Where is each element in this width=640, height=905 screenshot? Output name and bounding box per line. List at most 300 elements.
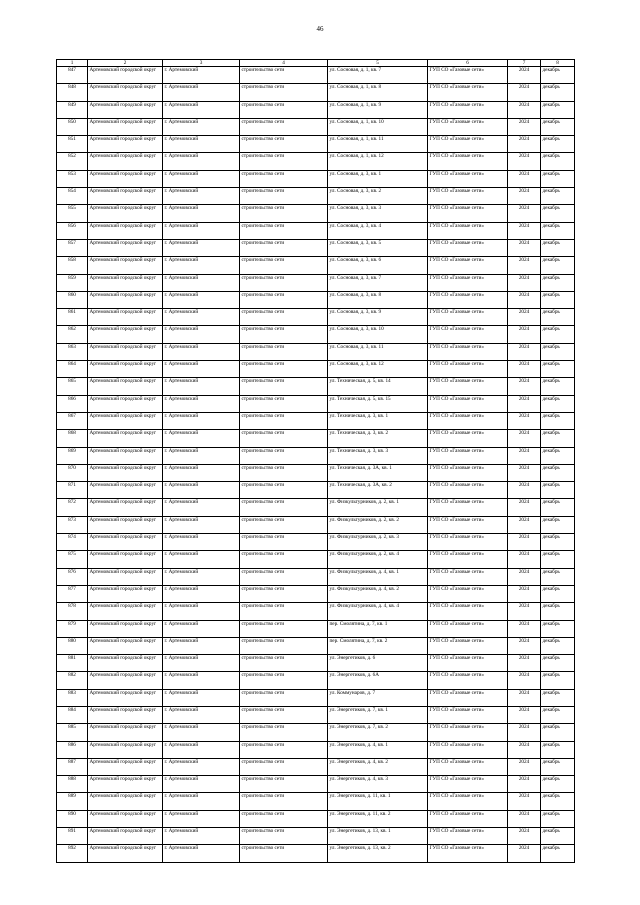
year-cell: 2024 (508, 620, 541, 637)
year-cell: 2024 (508, 430, 541, 447)
organization-cell: ГУП СО «Газовые сети» (428, 430, 508, 447)
district-cell: Артемовский городской округ (88, 101, 163, 118)
year-cell: 2024 (508, 706, 541, 723)
work-type-cell: строительство сети (240, 118, 328, 135)
row-number-cell: 855 (57, 205, 88, 222)
district-cell: Артемовский городской округ (88, 447, 163, 464)
locality-cell: г. Артемовский (163, 84, 240, 101)
district-cell: Артемовский городской округ (88, 84, 163, 101)
work-type-cell: строительство сети (240, 793, 328, 810)
address-cell: ул. Сосновая, д. 3, кв. 10 (328, 326, 428, 343)
address-cell: ул. Энергетиков, д. 6А (328, 672, 428, 689)
district-cell: Артемовский городской округ (88, 499, 163, 516)
month-cell: декабрь (541, 793, 575, 810)
organization-cell: ГУП СО «Газовые сети» (428, 620, 508, 637)
month-cell: декабрь (541, 361, 575, 378)
work-type-cell: строительство сети (240, 101, 328, 118)
work-type-cell: строительство сети (240, 551, 328, 568)
month-cell: декабрь (541, 395, 575, 412)
column-header-2: 2 (88, 60, 163, 67)
locality-cell: г. Артемовский (163, 568, 240, 585)
district-cell: Артемовский городской округ (88, 706, 163, 723)
row-number-cell: 854 (57, 188, 88, 205)
month-cell: декабрь (541, 516, 575, 533)
address-cell: ул. Сосновая, д. 3, кв. 7 (328, 274, 428, 291)
row-number-cell: 862 (57, 326, 88, 343)
month-cell: декабрь (541, 620, 575, 637)
address-cell: ул. Сосновая, д. 1, кв. 9 (328, 101, 428, 118)
district-cell: Артемовский городской округ (88, 585, 163, 602)
organization-cell: ГУП СО «Газовые сети» (428, 758, 508, 775)
locality-cell: г. Артемовский (163, 136, 240, 153)
table-row (57, 689, 575, 706)
year-cell: 2024 (508, 84, 541, 101)
work-type-cell: строительство сети (240, 274, 328, 291)
table-row (57, 274, 575, 291)
locality-cell: г. Артемовский (163, 257, 240, 274)
locality-cell: г. Артемовский (163, 724, 240, 741)
organization-cell: ГУП СО «Газовые сети» (428, 84, 508, 101)
locality-cell: г. Артемовский (163, 101, 240, 118)
year-cell: 2024 (508, 585, 541, 602)
locality-cell: г. Артемовский (163, 637, 240, 654)
row-number-cell: 892 (57, 845, 88, 862)
table-row (57, 585, 575, 602)
month-cell: декабрь (541, 84, 575, 101)
table-row (57, 395, 575, 412)
month-cell: декабрь (541, 222, 575, 239)
month-cell: декабрь (541, 239, 575, 256)
work-type-cell: строительство сети (240, 222, 328, 239)
table-row (57, 603, 575, 620)
year-cell: 2024 (508, 136, 541, 153)
district-cell: Артемовский городской округ (88, 136, 163, 153)
organization-cell: ГУП СО «Газовые сети» (428, 689, 508, 706)
address-cell: ул. Сосновая, д. 3, кв. 9 (328, 309, 428, 326)
address-cell: ул. Техническая, д. 5, кв. 15 (328, 395, 428, 412)
organization-cell: ГУП СО «Газовые сети» (428, 637, 508, 654)
work-type-cell: строительство сети (240, 257, 328, 274)
locality-cell: г. Артемовский (163, 845, 240, 862)
year-cell: 2024 (508, 170, 541, 187)
year-cell: 2024 (508, 828, 541, 845)
work-type-cell: строительство сети (240, 205, 328, 222)
row-number-cell: 847 (57, 67, 88, 84)
work-type-cell: строительство сети (240, 482, 328, 499)
table-row (57, 118, 575, 135)
work-type-cell: строительство сети (240, 84, 328, 101)
organization-cell: ГУП СО «Газовые сети» (428, 188, 508, 205)
row-number-cell: 881 (57, 655, 88, 672)
year-cell: 2024 (508, 274, 541, 291)
locality-cell: г. Артемовский (163, 516, 240, 533)
work-type-cell: строительство сети (240, 845, 328, 862)
work-type-cell: строительство сети (240, 499, 328, 516)
organization-cell: ГУП СО «Газовые сети» (428, 724, 508, 741)
locality-cell: г. Артемовский (163, 378, 240, 395)
table-row (57, 67, 575, 84)
work-type-cell: строительство сети (240, 724, 328, 741)
district-cell: Артемовский городской округ (88, 188, 163, 205)
district-cell: Артемовский городской округ (88, 378, 163, 395)
organization-cell: ГУП СО «Газовые сети» (428, 67, 508, 84)
row-number-cell: 871 (57, 482, 88, 499)
year-cell: 2024 (508, 412, 541, 429)
district-cell: Артемовский городской округ (88, 430, 163, 447)
address-cell: ул. Техническая, д. 5, кв. 14 (328, 378, 428, 395)
row-number-cell: 891 (57, 828, 88, 845)
row-number-cell: 888 (57, 776, 88, 793)
table-row (57, 170, 575, 187)
table-row (57, 222, 575, 239)
district-cell: Артемовский городской округ (88, 222, 163, 239)
organization-cell: ГУП СО «Газовые сети» (428, 118, 508, 135)
year-cell: 2024 (508, 776, 541, 793)
table-row (57, 447, 575, 464)
district-cell: Артемовский городской округ (88, 655, 163, 672)
address-cell: ул. Энергетиков, д. 4, кв. 3 (328, 776, 428, 793)
row-number-cell: 867 (57, 412, 88, 429)
district-cell: Артемовский городской округ (88, 637, 163, 654)
year-cell: 2024 (508, 551, 541, 568)
table-row (57, 793, 575, 810)
locality-cell: г. Артемовский (163, 291, 240, 308)
district-cell: Артемовский городской округ (88, 395, 163, 412)
address-cell: ул. Сосновая, д. 3, кв. 1 (328, 170, 428, 187)
locality-cell: г. Артемовский (163, 551, 240, 568)
address-cell: ул. Сосновая, д. 3, кв. 5 (328, 239, 428, 256)
year-cell: 2024 (508, 205, 541, 222)
district-cell: Артемовский городской округ (88, 205, 163, 222)
work-type-cell: строительство сети (240, 810, 328, 827)
year-cell: 2024 (508, 793, 541, 810)
address-cell: ул. Физкультурников, д. 2, кв. 1 (328, 499, 428, 516)
row-number-cell: 878 (57, 603, 88, 620)
work-type-cell: строительство сети (240, 447, 328, 464)
year-cell: 2024 (508, 845, 541, 862)
row-number-cell: 873 (57, 516, 88, 533)
address-cell: ул. Энергетиков, д. 6 (328, 655, 428, 672)
table-row (57, 828, 575, 845)
district-cell: Артемовский городской округ (88, 67, 163, 84)
district-cell: Артемовский городской округ (88, 291, 163, 308)
table-row (57, 326, 575, 343)
organization-cell: ГУП СО «Газовые сети» (428, 706, 508, 723)
locality-cell: г. Артемовский (163, 361, 240, 378)
work-type-cell: строительство сети (240, 828, 328, 845)
locality-cell: г. Артемовский (163, 534, 240, 551)
work-type-cell: строительство сети (240, 67, 328, 84)
month-cell: декабрь (541, 585, 575, 602)
district-cell: Артемовский городской округ (88, 776, 163, 793)
address-cell: ул. Сосновая, д. 1, кв. 7 (328, 67, 428, 84)
table-row (57, 620, 575, 637)
table-row (57, 724, 575, 741)
district-cell: Артемовский городской округ (88, 793, 163, 810)
month-cell: декабрь (541, 101, 575, 118)
row-number-cell: 870 (57, 464, 88, 481)
organization-cell: ГУП СО «Газовые сети» (428, 499, 508, 516)
year-cell: 2024 (508, 153, 541, 170)
row-number-cell: 856 (57, 222, 88, 239)
address-cell: ул. Сосновая, д. 3, кв. 4 (328, 222, 428, 239)
work-type-cell: строительство сети (240, 637, 328, 654)
row-number-cell: 886 (57, 741, 88, 758)
district-cell: Артемовский городской округ (88, 343, 163, 360)
table-row (57, 101, 575, 118)
work-type-cell: строительство сети (240, 516, 328, 533)
work-type-cell: строительство сети (240, 655, 328, 672)
table-row (57, 776, 575, 793)
month-cell: декабрь (541, 568, 575, 585)
work-type-cell: строительство сети (240, 309, 328, 326)
row-number-cell: 861 (57, 309, 88, 326)
row-number-cell: 882 (57, 672, 88, 689)
year-cell: 2024 (508, 637, 541, 654)
district-cell: Артемовский городской округ (88, 326, 163, 343)
month-cell: декабрь (541, 257, 575, 274)
address-cell: ул. Коммунаров, д. 7 (328, 689, 428, 706)
locality-cell: г. Артемовский (163, 585, 240, 602)
district-cell: Артемовский городской округ (88, 361, 163, 378)
table-row (57, 534, 575, 551)
table-row (57, 430, 575, 447)
address-cell: ул. Техническая, д. 3, кв. 2 (328, 430, 428, 447)
month-cell: декабрь (541, 291, 575, 308)
row-number-cell: 859 (57, 274, 88, 291)
row-number-cell: 864 (57, 361, 88, 378)
organization-cell: ГУП СО «Газовые сети» (428, 257, 508, 274)
organization-cell: ГУП СО «Газовые сети» (428, 447, 508, 464)
year-cell: 2024 (508, 118, 541, 135)
organization-cell: ГУП СО «Газовые сети» (428, 343, 508, 360)
row-number-cell: 890 (57, 810, 88, 827)
month-cell: декабрь (541, 741, 575, 758)
year-cell: 2024 (508, 741, 541, 758)
locality-cell: г. Артемовский (163, 343, 240, 360)
month-cell: декабрь (541, 689, 575, 706)
year-cell: 2024 (508, 810, 541, 827)
locality-cell: г. Артемовский (163, 153, 240, 170)
address-cell: ул. Техническая, д. 3, кв. 1 (328, 412, 428, 429)
year-cell: 2024 (508, 188, 541, 205)
district-cell: Артемовский городской округ (88, 689, 163, 706)
address-cell: ул. Физкультурников, д. 4, кв. 2 (328, 585, 428, 602)
organization-cell: ГУП СО «Газовые сети» (428, 828, 508, 845)
address-cell: ул. Физкультурников, д. 4, кв. 4 (328, 603, 428, 620)
row-number-cell: 860 (57, 291, 88, 308)
table-body (57, 67, 575, 863)
locality-cell: г. Артемовский (163, 309, 240, 326)
month-cell: декабрь (541, 464, 575, 481)
year-cell: 2024 (508, 343, 541, 360)
organization-cell: ГУП СО «Газовые сети» (428, 516, 508, 533)
row-number-cell: 858 (57, 257, 88, 274)
locality-cell: г. Артемовский (163, 118, 240, 135)
address-cell: ул. Физкультурников, д. 2, кв. 2 (328, 516, 428, 533)
locality-cell: г. Артемовский (163, 412, 240, 429)
year-cell: 2024 (508, 672, 541, 689)
month-cell: декабрь (541, 724, 575, 741)
year-cell: 2024 (508, 239, 541, 256)
locality-cell: г. Артемовский (163, 395, 240, 412)
table-row (57, 551, 575, 568)
row-number-cell: 849 (57, 101, 88, 118)
row-number-cell: 851 (57, 136, 88, 153)
row-number-cell: 877 (57, 585, 88, 602)
district-cell: Артемовский городской округ (88, 828, 163, 845)
work-type-cell: строительство сети (240, 136, 328, 153)
locality-cell: г. Артемовский (163, 655, 240, 672)
row-number-cell: 872 (57, 499, 88, 516)
year-cell: 2024 (508, 655, 541, 672)
column-header-8: 8 (541, 60, 575, 67)
locality-cell: г. Артемовский (163, 222, 240, 239)
address-cell: ул. Энергетиков, д. 11, кв. 1 (328, 793, 428, 810)
locality-cell: г. Артемовский (163, 188, 240, 205)
address-cell: ул. Сосновая, д. 3, кв. 8 (328, 291, 428, 308)
organization-cell: ГУП СО «Газовые сети» (428, 222, 508, 239)
organization-cell: ГУП СО «Газовые сети» (428, 845, 508, 862)
month-cell: декабрь (541, 810, 575, 827)
district-cell: Артемовский городской округ (88, 516, 163, 533)
organization-cell: ГУП СО «Газовые сети» (428, 551, 508, 568)
row-number-cell: 883 (57, 689, 88, 706)
work-type-cell: строительство сети (240, 689, 328, 706)
organization-cell: ГУП СО «Газовые сети» (428, 412, 508, 429)
organization-cell: ГУП СО «Газовые сети» (428, 741, 508, 758)
table-row (57, 706, 575, 723)
work-type-cell: строительство сети (240, 672, 328, 689)
locality-cell: г. Артемовский (163, 274, 240, 291)
month-cell: декабрь (541, 136, 575, 153)
address-cell: ул. Энергетиков, д. 4, кв. 1 (328, 741, 428, 758)
year-cell: 2024 (508, 395, 541, 412)
row-number-cell: 869 (57, 447, 88, 464)
locality-cell: г. Артемовский (163, 499, 240, 516)
locality-cell: г. Артемовский (163, 706, 240, 723)
work-type-cell: строительство сети (240, 239, 328, 256)
district-cell: Артемовский городской округ (88, 274, 163, 291)
work-type-cell: строительство сети (240, 603, 328, 620)
locality-cell: г. Артемовский (163, 810, 240, 827)
page-number: 46 (316, 25, 324, 33)
row-number-cell: 848 (57, 84, 88, 101)
column-header-1: 1 (57, 60, 88, 67)
year-cell: 2024 (508, 724, 541, 741)
district-cell: Артемовский городской округ (88, 118, 163, 135)
year-cell: 2024 (508, 326, 541, 343)
locality-cell: г. Артемовский (163, 672, 240, 689)
organization-cell: ГУП СО «Газовые сети» (428, 274, 508, 291)
row-number-cell: 863 (57, 343, 88, 360)
year-cell: 2024 (508, 222, 541, 239)
locality-cell: г. Артемовский (163, 689, 240, 706)
address-cell: ул. Сосновая, д. 3, кв. 12 (328, 361, 428, 378)
table-row (57, 205, 575, 222)
district-cell: Артемовский городской округ (88, 620, 163, 637)
district-cell: Артемовский городской округ (88, 239, 163, 256)
month-cell: декабрь (541, 326, 575, 343)
organization-cell: ГУП СО «Газовые сети» (428, 291, 508, 308)
work-type-cell: строительство сети (240, 412, 328, 429)
row-number-cell: 865 (57, 378, 88, 395)
table-row (57, 568, 575, 585)
table-row (57, 810, 575, 827)
address-cell: ул. Техническая, д. 3А, кв. 1 (328, 464, 428, 481)
address-cell: пер. Смолятина, д. 7, кв. 2 (328, 637, 428, 654)
district-cell: Артемовский городской округ (88, 568, 163, 585)
organization-cell: ГУП СО «Газовые сети» (428, 568, 508, 585)
row-number-cell: 868 (57, 430, 88, 447)
month-cell: декабрь (541, 706, 575, 723)
district-cell: Артемовский городской округ (88, 724, 163, 741)
row-number-cell: 876 (57, 568, 88, 585)
table-row (57, 741, 575, 758)
month-cell: декабрь (541, 758, 575, 775)
organization-cell: ГУП СО «Газовые сети» (428, 239, 508, 256)
table-row (57, 672, 575, 689)
gas-network-table (56, 59, 575, 863)
address-cell: ул. Энергетиков, д. 13, кв. 1 (328, 828, 428, 845)
locality-cell: г. Артемовский (163, 464, 240, 481)
year-cell: 2024 (508, 516, 541, 533)
work-type-cell: строительство сети (240, 758, 328, 775)
table-row (57, 188, 575, 205)
organization-cell: ГУП СО «Газовые сети» (428, 585, 508, 602)
address-cell: пер. Смолятина, д. 7, кв. 1 (328, 620, 428, 637)
year-cell: 2024 (508, 67, 541, 84)
year-cell: 2024 (508, 464, 541, 481)
work-type-cell: строительство сети (240, 620, 328, 637)
table-row (57, 309, 575, 326)
month-cell: декабрь (541, 378, 575, 395)
address-cell: ул. Физкультурников, д. 4, кв. 1 (328, 568, 428, 585)
organization-cell: ГУП СО «Газовые сети» (428, 378, 508, 395)
row-number-cell: 880 (57, 637, 88, 654)
district-cell: Артемовский городской округ (88, 464, 163, 481)
work-type-cell: строительство сети (240, 585, 328, 602)
address-cell: ул. Техническая, д. 3А, кв. 2 (328, 482, 428, 499)
column-header-4: 4 (240, 60, 328, 67)
row-number-cell: 887 (57, 758, 88, 775)
column-header-5: 5 (328, 60, 428, 67)
address-cell: ул. Физкультурников, д. 2, кв. 3 (328, 534, 428, 551)
month-cell: декабрь (541, 672, 575, 689)
address-cell: ул. Энергетиков, д. 7, кв. 1 (328, 706, 428, 723)
work-type-cell: строительство сети (240, 430, 328, 447)
table-row (57, 499, 575, 516)
district-cell: Артемовский городской округ (88, 153, 163, 170)
month-cell: декабрь (541, 430, 575, 447)
organization-cell: ГУП СО «Газовые сети» (428, 170, 508, 187)
table-row (57, 845, 575, 862)
district-cell: Артемовский городской округ (88, 810, 163, 827)
row-number-cell: 879 (57, 620, 88, 637)
row-number-cell: 884 (57, 706, 88, 723)
month-cell: декабрь (541, 828, 575, 845)
month-cell: декабрь (541, 118, 575, 135)
year-cell: 2024 (508, 309, 541, 326)
address-cell: ул. Сосновая, д. 1, кв. 10 (328, 118, 428, 135)
row-number-cell: 885 (57, 724, 88, 741)
address-cell: ул. Энергетиков, д. 4, кв. 2 (328, 758, 428, 775)
table-row (57, 84, 575, 101)
row-number-cell: 853 (57, 170, 88, 187)
work-type-cell: строительство сети (240, 568, 328, 585)
year-cell: 2024 (508, 101, 541, 118)
locality-cell: г. Артемовский (163, 447, 240, 464)
